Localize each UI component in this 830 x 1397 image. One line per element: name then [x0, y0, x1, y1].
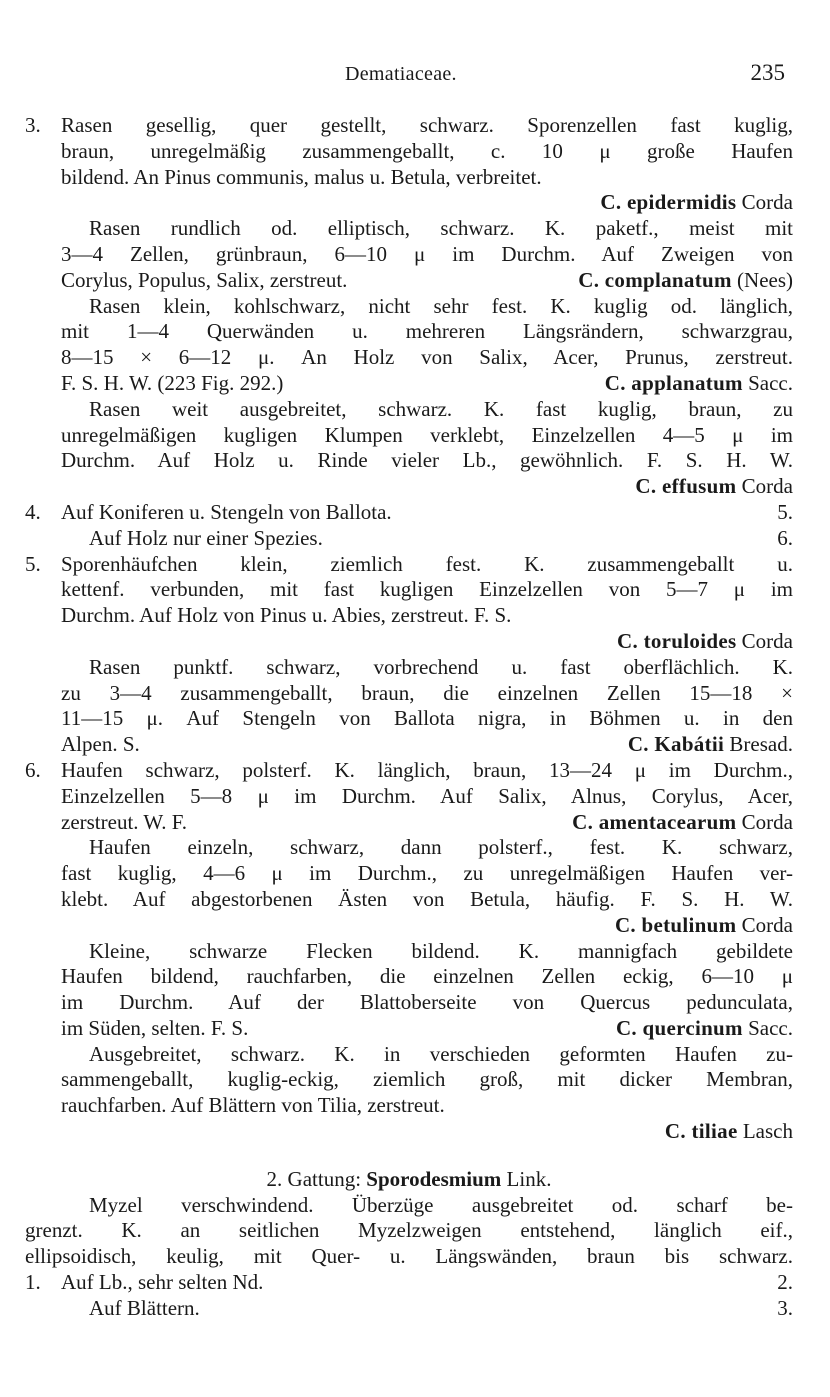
- text-line: [25, 500, 793, 526]
- text-line: [25, 552, 793, 578]
- text-line: [25, 1119, 793, 1145]
- text-line: [25, 1218, 793, 1244]
- key-text: [25, 113, 793, 1322]
- key-number: 4.: [25, 499, 41, 524]
- key-lines: [25, 113, 793, 1145]
- line-text: zu 3—4 zusammengeballt, braun, die einzelnen Zellen 15—18 ×: [61, 680, 793, 705]
- text-line: [25, 139, 793, 165]
- species-binomial: C. complanatum: [578, 267, 732, 292]
- line-text: 11—15 μ. Auf Stengeln von Ballota nigra, in Böhmen u. in den: [61, 706, 793, 731]
- text-line: [25, 1244, 793, 1270]
- genus-author: Link.: [506, 1166, 552, 1191]
- species-author: Corda: [741, 809, 793, 834]
- text-line: [25, 732, 793, 758]
- text-line: [25, 242, 793, 268]
- line-text: Auf Blättern.: [89, 1295, 200, 1320]
- text-line: [25, 1016, 793, 1042]
- species-author: Bresad.: [729, 732, 793, 757]
- species-name: [617, 629, 793, 653]
- species-name: [628, 732, 793, 758]
- line-text: Kleine, schwarze Flecken bildend. K. mannigfach gebildete: [89, 938, 793, 963]
- text-line: [25, 758, 793, 784]
- key-reference: 6.: [777, 525, 793, 550]
- text-line: [25, 681, 793, 707]
- species-name: [615, 913, 793, 937]
- text-line: [25, 216, 793, 242]
- line-text: im Durchm. Auf der Blattoberseite von Quercus pedunculata,: [61, 990, 793, 1015]
- text-line: [25, 1042, 793, 1068]
- text-line: [25, 474, 793, 500]
- line-text: unregelmäßigen kugligen Klumpen verklebt, Einzelzellen 4—5 μ im: [61, 422, 793, 447]
- text-line: [25, 268, 793, 294]
- running-title: Dematiaceae.: [345, 63, 457, 85]
- text-line: [25, 861, 793, 887]
- species-name: [605, 371, 793, 397]
- species-binomial: C. Kabátii: [627, 732, 725, 757]
- line-text: Auf Koniferen u. Stengeln von Ballota.: [61, 499, 392, 524]
- line-text: fast kuglig, 4—6 μ im Durchm., zu unregelmäßigen Haufen ver-: [61, 861, 793, 886]
- line-text: Rasen punktf. schwarz, vorbrechend u. fast oberflächlich. K.: [89, 654, 793, 679]
- species-author: Lasch: [742, 1119, 793, 1144]
- species-binomial: C. quercinum: [615, 1015, 743, 1040]
- species-author: (Nees): [737, 267, 793, 292]
- text-line: [25, 113, 793, 139]
- line-text: Einzelzellen 5—8 μ im Durchm. Auf Salix, Alnus, Corylus, Acer,: [61, 783, 793, 808]
- text-line: [25, 835, 793, 861]
- line-text: im Süden, selten. F. S.: [61, 1015, 249, 1040]
- text-line: [25, 1296, 793, 1322]
- species-binomial: C. epidermidis: [600, 190, 737, 215]
- species-name: [572, 810, 793, 836]
- line-text: 3—4 Zellen, grünbraun, 6—10 μ im Durchm. Auf Zweigen von: [61, 241, 793, 266]
- text-line: [25, 397, 793, 423]
- line-text: Rasen weit ausgebreitet, schwarz. K. fast kuglig, braun, zu: [89, 396, 793, 421]
- section-gap: [25, 1145, 793, 1167]
- species-binomial: C. tiliae: [664, 1119, 738, 1144]
- key-number: 1.: [25, 1270, 41, 1295]
- line-text: klebt. Auf abgestorbenen Ästen von Betula, häufig. F. S. H. W.: [61, 886, 793, 911]
- genus-lines: [25, 1193, 793, 1322]
- genus-label: 2. Gattung:: [266, 1166, 362, 1191]
- text-line: [25, 887, 793, 913]
- species-author: Corda: [741, 912, 793, 937]
- text-line: [25, 423, 793, 449]
- text-line: [25, 319, 793, 345]
- text-line: [25, 371, 793, 397]
- text-line: [25, 345, 793, 371]
- line-text: F. S. H. W. (223 Fig. 292.): [61, 370, 284, 395]
- text-line: [25, 526, 793, 552]
- line-text: ellipsoidisch, keulig, mit Quer- u. Längswänden, braun bis schwarz.: [25, 1244, 793, 1269]
- species-binomial: C. betulinum: [614, 912, 737, 937]
- line-text: Haufen schwarz, polsterf. K. länglich, braun, 13—24 μ im Durchm.,: [61, 757, 793, 782]
- text-line: [25, 603, 793, 629]
- line-text: 8—15 × 6—12 μ. An Holz von Salix, Acer, Prunus, zerstreut.: [61, 345, 793, 370]
- line-text: Sporenhäufchen klein, ziemlich fest. K. zusammengeballt u.: [61, 551, 793, 576]
- line-text: Haufen bildend, rauchfarben, die einzelnen Zellen eckig, 6—10 μ: [61, 964, 793, 989]
- species-name: [578, 268, 793, 294]
- species-binomial: C. toruloides: [617, 628, 737, 653]
- genus-name: Sporodesmium: [366, 1166, 502, 1191]
- text-line: [25, 294, 793, 320]
- line-text: Ausgebreitet, schwarz. K. in verschieden geformten Haufen zu-: [89, 1041, 793, 1066]
- text-line: [25, 165, 793, 191]
- line-text: bildend. An Pinus communis, malus u. Betula, verbreitet.: [61, 164, 542, 189]
- species-name: [600, 190, 793, 214]
- line-text: Corylus, Populus, Salix, zerstreut.: [61, 267, 348, 292]
- species-author: Corda: [741, 628, 793, 653]
- line-text: Rasen rundlich od. elliptisch, schwarz. K. paketf., meist mit: [89, 216, 793, 241]
- key-reference: 2.: [777, 1270, 793, 1295]
- key-reference: 3.: [777, 1295, 793, 1320]
- genus-heading: [25, 1167, 793, 1193]
- species-binomial: C. applanatum: [604, 370, 743, 395]
- line-text: Durchm. Auf Holz u. Rinde vieler Lb., gewöhnlich. F. S. H. W.: [61, 448, 793, 473]
- line-text: Auf Lb., sehr selten Nd.: [61, 1270, 264, 1295]
- line-text: Durchm. Auf Holz von Pinus u. Abies, zerstreut. F. S.: [61, 603, 512, 628]
- text-line: [25, 964, 793, 990]
- key-number: 3.: [25, 113, 41, 137]
- line-text: Rasen klein, kohlschwarz, nicht sehr fest. K. kuglig od. länglich,: [89, 293, 793, 318]
- text-line: [25, 706, 793, 732]
- text-line: [25, 655, 793, 681]
- text-line: [25, 1193, 793, 1219]
- page-number: 235: [750, 60, 785, 85]
- line-text: grenzt. K. an seitlichen Myzelzweigen entstehend, länglich eif.,: [25, 1218, 793, 1243]
- species-author: Sacc.: [748, 1015, 793, 1040]
- text-line: [25, 1093, 793, 1119]
- line-text: rauchfarben. Auf Blättern von Tilia, zerstreut.: [61, 1093, 445, 1118]
- text-line: [25, 1067, 793, 1093]
- line-text: kettenf. verbunden, mit fast kugligen Einzelzellen von 5—7 μ im: [61, 577, 793, 602]
- line-text: Alpen. S.: [61, 732, 140, 757]
- text-line: [25, 810, 793, 836]
- text-line: [25, 784, 793, 810]
- text-line: [25, 1270, 793, 1296]
- line-text: mit 1—4 Querwänden u. mehreren Längsrändern, schwarzgrau,: [61, 319, 793, 344]
- text-line: [25, 939, 793, 965]
- species-binomial: C. effusum: [635, 474, 737, 499]
- page-header: [0, 62, 830, 90]
- species-binomial: C. amentacearum: [572, 809, 737, 834]
- line-text: Myzel verschwindend. Überzüge ausgebreitet od. scharf be-: [89, 1192, 793, 1217]
- line-text: Rasen gesellig, quer gestellt, schwarz. Sporenzellen fast kuglig,: [61, 113, 793, 137]
- line-text: Auf Holz nur einer Spezies.: [89, 525, 323, 550]
- text-line: [25, 190, 793, 216]
- species-author: Sacc.: [748, 370, 793, 395]
- text-line: [25, 629, 793, 655]
- line-text: sammengeballt, kuglig-eckig, ziemlich groß, mit dicker Membran,: [61, 1067, 793, 1092]
- species-author: Corda: [741, 190, 793, 215]
- line-text: Haufen einzeln, schwarz, dann polsterf., fest. K. schwarz,: [89, 835, 793, 860]
- species-name: [665, 1119, 793, 1143]
- species-author: Corda: [741, 474, 793, 499]
- key-number: 5.: [25, 551, 41, 576]
- key-reference: 5.: [777, 499, 793, 524]
- species-name: [635, 474, 793, 498]
- text-line: [25, 448, 793, 474]
- text-line: [25, 577, 793, 603]
- text-line: [25, 990, 793, 1016]
- text-line: [25, 913, 793, 939]
- line-text: braun, unregelmäßig zusammengeballt, c. 10 μ große Haufen: [61, 138, 793, 163]
- species-name: [616, 1016, 793, 1042]
- line-text: zerstreut. W. F.: [61, 809, 188, 834]
- key-number: 6.: [25, 757, 41, 782]
